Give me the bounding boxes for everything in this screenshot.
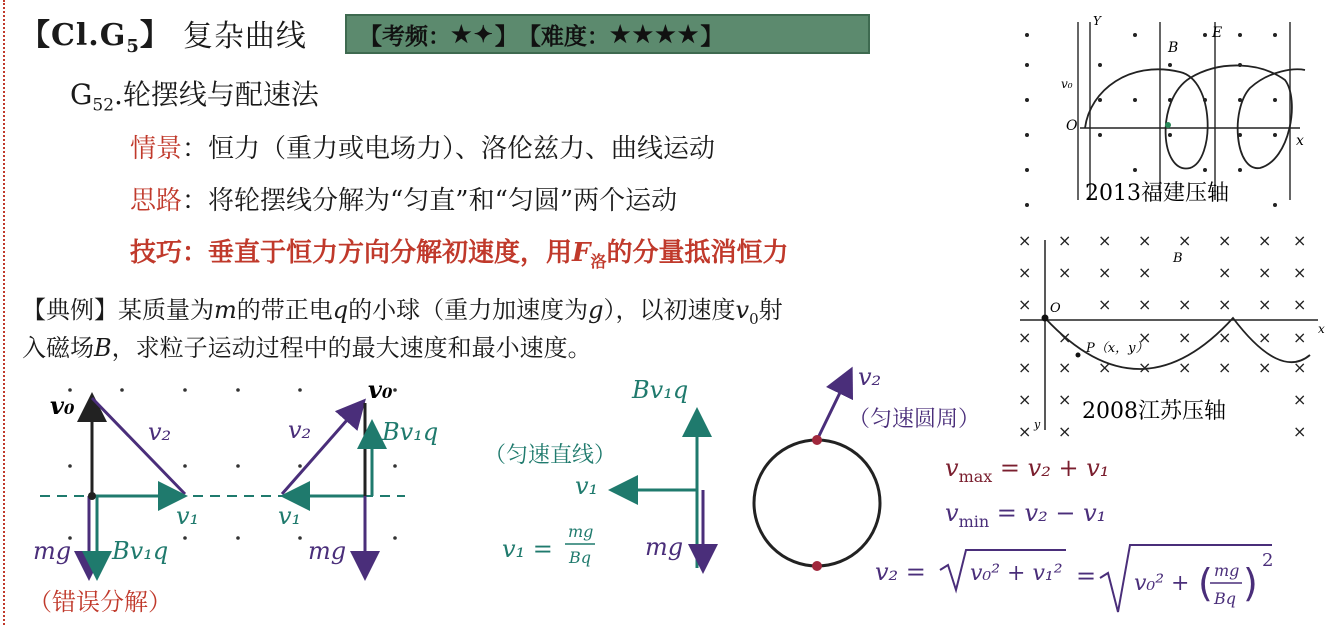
mg-label: mg <box>645 533 684 561</box>
jiangsu-p-label: P（x，y） <box>1086 341 1149 356</box>
fujian-x-label: x <box>1296 133 1304 149</box>
svg-text:×: × <box>1293 295 1307 314</box>
freq-label: 【考频： <box>359 22 451 50</box>
example-text: ，求粒子运动过程中的最大速度和最小速度。 <box>111 334 592 362</box>
circle-top-point <box>812 435 822 445</box>
v1-equation-denominator: Bq <box>569 548 591 567</box>
decomposition-dots <box>68 388 397 540</box>
lorentz-force-symbol: F <box>572 238 591 268</box>
fujian-origin-label: O <box>1066 118 1078 134</box>
subsection-sub: 52 <box>92 95 115 116</box>
svg-text:×: × <box>1258 263 1272 282</box>
bv1q-label: Bv₁q <box>382 418 439 446</box>
difficulty-stars: ★★★★ <box>609 20 701 48</box>
svg-text:×: × <box>1178 358 1192 377</box>
v1-label: v₁ <box>176 502 200 530</box>
v2-equation-lhs: v₂ = <box>875 558 926 586</box>
svg-text:×: × <box>1018 295 1032 314</box>
mg-label: mg <box>33 537 72 565</box>
svg-text:×: × <box>1293 263 1307 282</box>
field-symbol: B <box>94 334 112 362</box>
circle-bottom-point <box>812 561 822 571</box>
fujian-e-label: E <box>1212 25 1223 41</box>
fujian-caption: 2013福建压轴 <box>1085 181 1229 206</box>
mass-symbol: m <box>214 296 237 324</box>
svg-text:×: × <box>1098 263 1112 282</box>
svg-text:×: × <box>1138 231 1152 250</box>
svg-text:×: × <box>1058 328 1072 347</box>
freq-stars: ★✦ <box>451 20 495 48</box>
svg-text:×: × <box>1293 231 1307 250</box>
svg-text:×: × <box>1138 358 1152 377</box>
bv1q-label: Bv₁q <box>632 376 689 404</box>
section-title: 复杂曲线 <box>182 19 307 54</box>
fujian-v0-label: v₀ <box>1061 77 1073 91</box>
svg-text:×: × <box>1098 231 1112 250</box>
fujian-figure <box>1025 14 1305 207</box>
svg-text:×: × <box>1018 263 1032 282</box>
uniform-circle-caption: （匀速圆周） <box>848 407 981 432</box>
scene-text: ：恒力（重力或电场力）、洛伦兹力、曲线运动 <box>182 134 716 164</box>
svg-text:×: × <box>1293 422 1307 441</box>
svg-text:×: × <box>1293 358 1307 377</box>
subsection-text: .轮摆线与配速法 <box>114 78 319 111</box>
svg-text:×: × <box>1098 295 1112 314</box>
v1-label: v₁ <box>278 502 302 530</box>
technique-text-after: 的分量抵消恒力 <box>606 238 789 268</box>
uniform-linear-diagram <box>484 376 703 568</box>
jiangsu-figure <box>1018 231 1325 441</box>
jiangsu-b-label: B <box>1173 251 1183 266</box>
section-code-sub: 5 <box>126 35 140 57</box>
svg-text:×: × <box>1258 358 1272 377</box>
section-code-suffix: 】 <box>139 17 171 53</box>
v2-equation-radicand-1: v₀² + v₁² <box>970 561 1063 586</box>
technique-label: 技巧 <box>130 238 183 268</box>
svg-text:×: × <box>1218 231 1232 250</box>
svg-text:×: × <box>1058 422 1072 441</box>
mg-label: mg <box>308 537 347 565</box>
circular-path <box>754 440 880 566</box>
vmin-formula <box>945 499 1106 531</box>
scene-label: 情景 <box>130 134 183 164</box>
example-text: 【典例】某质量为 <box>22 296 214 324</box>
v2-arrow <box>92 398 185 494</box>
fujian-y-label: Y <box>1093 14 1101 28</box>
approach-label: 思路 <box>130 186 183 216</box>
example-text: 的小球（重力加速度为 <box>348 296 589 324</box>
section-code-prefix: 【Cl.G <box>20 17 127 53</box>
jiangsu-origin-dot <box>1042 315 1049 322</box>
difficulty-end: 】 <box>700 22 724 50</box>
svg-text:×: × <box>1178 328 1192 347</box>
velocity-sub: 0 <box>749 309 759 328</box>
vmin-sub: min <box>958 512 990 531</box>
bv1q-label: Bv₁q <box>112 537 169 565</box>
fujian-b-label: B <box>1168 40 1179 56</box>
technique-text-before: ：垂直于恒力方向分解初速度，用 <box>182 238 573 268</box>
v2-label: v₂ <box>858 363 882 391</box>
charge-symbol: q <box>332 296 349 324</box>
svg-text:×: × <box>1018 328 1032 347</box>
jiangsu-point-p <box>1076 353 1081 358</box>
svg-text:×: × <box>1018 231 1032 250</box>
uniform-line-caption: （匀速直线） <box>484 443 617 468</box>
v2-equation-radicand-2: v₀² + <box>1134 571 1190 596</box>
vmin-symbol: v <box>945 499 959 527</box>
svg-text:×: × <box>1058 231 1072 250</box>
vmax-sub: max <box>958 467 993 486</box>
wrong-decomposition-caption: （错误分解） <box>28 588 172 616</box>
svg-text:×: × <box>1098 358 1112 377</box>
svg-text:×: × <box>1138 263 1152 282</box>
svg-text:×: × <box>1138 328 1152 347</box>
fujian-trochoid-curve <box>1085 65 1305 168</box>
formulas <box>875 454 1273 612</box>
svg-text:×: × <box>1138 295 1152 314</box>
svg-text:×: × <box>1178 231 1192 250</box>
difficulty-label: 【难度： <box>517 22 610 50</box>
v2-label: v₂ <box>148 418 172 446</box>
svg-text:×: × <box>1293 390 1307 409</box>
v2-fraction-numerator: mg <box>1214 561 1240 580</box>
svg-text:×: × <box>1018 422 1032 441</box>
jiangsu-caption: 2008江苏压轴 <box>1082 399 1226 424</box>
svg-text:×: × <box>1018 358 1032 377</box>
vmax-rhs: = v₂ + v₁ <box>992 454 1110 482</box>
svg-text:×: × <box>1218 358 1232 377</box>
fujian-point <box>1165 122 1171 128</box>
wrong-decomposition <box>28 391 199 616</box>
svg-text:×: × <box>1058 390 1072 409</box>
gravity-symbol: g <box>588 296 604 324</box>
vmax-symbol: v <box>945 454 959 482</box>
vmax-formula <box>945 454 1109 486</box>
v2-fraction-denominator: Bq <box>1214 589 1236 608</box>
example-text: 的带正电 <box>236 296 333 324</box>
jiangsu-x-label: x <box>1318 322 1325 336</box>
svg-text:×: × <box>1018 390 1032 409</box>
left-paren: ( <box>1198 561 1213 605</box>
svg-text:×: × <box>1178 295 1192 314</box>
svg-text:×: × <box>1058 263 1072 282</box>
vmin-rhs: = v₂ − v₁ <box>989 499 1107 527</box>
example-text: 入磁场 <box>22 334 94 362</box>
svg-text:×: × <box>1293 328 1307 347</box>
v0-label: v₀ <box>368 375 393 404</box>
svg-text:×: × <box>1058 358 1072 377</box>
example-text: ），以初速度 <box>603 296 736 324</box>
v1-equation-numerator: mg <box>568 522 594 541</box>
v0-label: v₀ <box>50 391 75 420</box>
velocity-symbol: v <box>735 296 750 324</box>
svg-text:×: × <box>1258 295 1272 314</box>
v2-equation-equals: = <box>1076 562 1097 590</box>
jiangsu-origin-label: O <box>1050 301 1061 316</box>
svg-text:×: × <box>1218 295 1232 314</box>
v1-equation-lhs: v₁ = <box>502 535 553 563</box>
freq-end: 】 <box>494 22 518 50</box>
jiangsu-y-label: y <box>1034 418 1041 431</box>
svg-text:×: × <box>1258 231 1272 250</box>
approach-text: ：将轮摆线分解为“匀直”和“匀圆”两个运动 <box>182 186 678 216</box>
correct-decomposition <box>278 375 438 575</box>
lorentz-force-sub: 洛 <box>590 252 607 272</box>
svg-text:×: × <box>1218 263 1232 282</box>
origin-dot <box>88 492 96 500</box>
example-text: 射 <box>758 296 783 324</box>
v1-label: v₁ <box>575 472 599 500</box>
svg-text:×: × <box>1258 328 1272 347</box>
right-paren: ) <box>1243 561 1258 605</box>
svg-text:×: × <box>1218 328 1232 347</box>
v2-label: v₂ <box>288 416 312 444</box>
v2-arrow <box>817 372 850 440</box>
v2-equation-square: 2 <box>1262 550 1274 571</box>
subsection-prefix: G <box>70 78 93 111</box>
